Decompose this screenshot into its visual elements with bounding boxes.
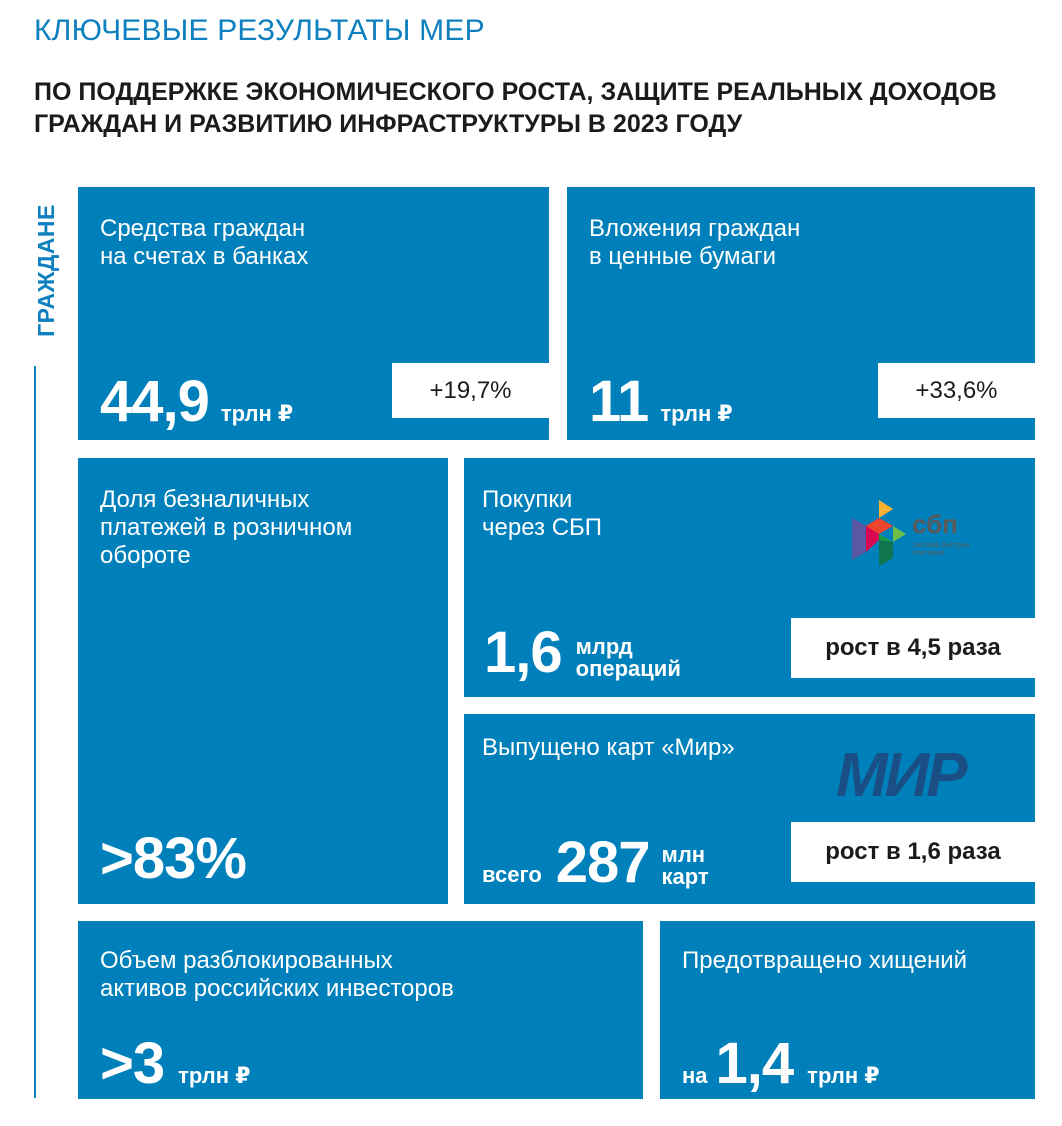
card-cashless-share: [78, 458, 448, 904]
card-label-line: Средства граждан: [100, 215, 306, 242]
card-label-line: обороте: [100, 542, 191, 569]
growth-badge: рост в 1,6 раза: [791, 822, 1035, 882]
card-label-line: Доля безналичных: [100, 486, 310, 513]
card-label: [589, 215, 800, 271]
sbp-logo-icon: [852, 500, 992, 570]
card-mir-cards: [464, 714, 1035, 904]
sbp-logo-text: сбп: [912, 509, 958, 539]
card-label-line: Выпущено карт «Мир»: [482, 734, 735, 761]
value-row: [484, 620, 681, 685]
big-value: >83%: [100, 826, 246, 891]
value-row: [589, 369, 733, 434]
sbp-logo-subtext: платежей: [913, 550, 945, 557]
value-prefix: на: [682, 1063, 708, 1088]
page-subtitle: ПО ПОДДЕРЖКЕ ЭКОНОМИЧЕСКОГО РОСТА, ЗАЩИТЕ РЕАЛЬНЫХ ДОХОДОВ ГРАЖДАН И РАЗВИТИЮ ИНФРАСТРУКТУРЫ В 2023 ГОДУ: [34, 78, 997, 138]
value-row: [482, 830, 709, 895]
section-label-text: ГРАЖДАНЕ: [32, 204, 59, 337]
card-label-line: активов российских инвесторов: [100, 975, 454, 1002]
big-value: 1,4: [715, 1031, 794, 1096]
card-label-line: Покупки: [482, 486, 573, 513]
value-unit: трлн ₽: [178, 1063, 251, 1088]
value-row: [100, 1031, 251, 1096]
growth-badge: +33,6%: [878, 363, 1035, 418]
value-unit-line: карт: [661, 864, 709, 889]
value-row: [100, 826, 246, 891]
value-unit-line: операций: [575, 656, 681, 681]
section-label: [32, 188, 60, 353]
card-label: [100, 947, 454, 1003]
mir-logo-icon: [836, 744, 1016, 800]
value-unit-line: млн: [661, 842, 706, 867]
big-value: >3: [100, 1031, 165, 1096]
card-label: [100, 215, 308, 271]
card-label-line: через СБП: [482, 514, 603, 541]
card-unblocked-assets: [78, 921, 643, 1099]
card-label-line: в ценные бумаги: [589, 243, 776, 270]
card-label-line: Вложения граждан: [589, 215, 801, 242]
card-label-line: платежей в розничном: [100, 514, 353, 541]
section-divider-line: [34, 366, 36, 1098]
value-unit: [662, 844, 709, 888]
big-value: 287: [555, 830, 650, 895]
card-prevented-thefts: [660, 921, 1035, 1099]
card-label: [682, 947, 967, 975]
card-sbp-purchases: [464, 458, 1035, 697]
value-row: [682, 1031, 880, 1096]
card-label-line: Объем разблокированных: [100, 947, 393, 974]
sbp-logo-subtext: система быстрых: [913, 542, 970, 549]
page-title: КЛЮЧЕВЫЕ РЕЗУЛЬТАТЫ МЕР: [34, 14, 485, 47]
card-label: [482, 734, 735, 762]
value-unit: трлн ₽: [807, 1063, 880, 1088]
card-bank-deposits: [78, 187, 549, 440]
value-unit: трлн ₽: [220, 401, 294, 426]
card-securities: [567, 187, 1035, 440]
mir-logo-text: МИР: [836, 744, 965, 800]
card-label: [482, 486, 602, 542]
growth-badge: +19,7%: [392, 363, 549, 418]
card-label-line: на счетах в банках: [100, 243, 309, 270]
big-value: 11: [589, 369, 649, 434]
big-value: 1,6: [484, 620, 562, 685]
value-row: [100, 369, 294, 434]
value-prefix: всего: [482, 862, 542, 887]
card-label-line: Предотвращено хищений: [682, 947, 968, 974]
value-unit: [576, 636, 681, 680]
big-value: 44,9: [100, 369, 209, 434]
value-unit: трлн ₽: [660, 401, 733, 426]
card-label: [100, 486, 352, 570]
value-unit-line: млрд: [575, 634, 633, 659]
growth-badge: рост в 4,5 раза: [791, 618, 1035, 678]
